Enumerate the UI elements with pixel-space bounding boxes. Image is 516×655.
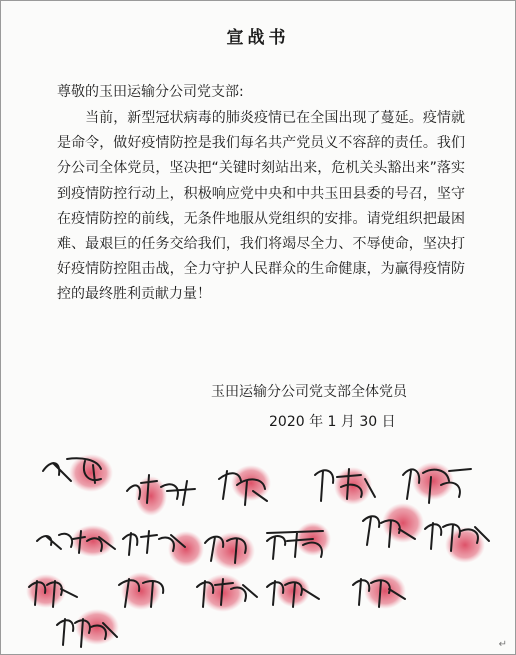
signer-line: 玉田运输分公司党支部全体党员	[211, 384, 407, 400]
signature-area	[1, 441, 515, 654]
corner-paragraph-mark: ↵	[498, 639, 507, 650]
salutation: 尊敬的玉田运输分公司党支部:	[57, 84, 244, 100]
signatures-image	[1, 441, 515, 654]
body-paragraph	[57, 106, 465, 308]
date-line: 2020 年 1 月 30 日	[269, 414, 396, 430]
body-text-content: 当前，新型冠状病毒的肺炎疫情已在全国出现了蔓延。疫情就是命令，做好疫情防控是我们每名共产党员义不容辞的责任。我们分公司全体党员，坚决把“关键时刻站出来，危机关头豁出来”落实到疫情防控行动上，积极响应党中央和中共玉田县委的号召，坚守在疫情防控的前线，无条件地服从党组织的安排。请党组织把最困难、最艰巨的任务交给我们，我们将竭尽全力、不辱使命，坚决打好疫情防控阻击战，全力守护人民群众的生命健康，为赢得疫情防控的最终胜利贡献力量！	[57, 110, 465, 303]
document-title: 宣战书	[226, 28, 290, 48]
